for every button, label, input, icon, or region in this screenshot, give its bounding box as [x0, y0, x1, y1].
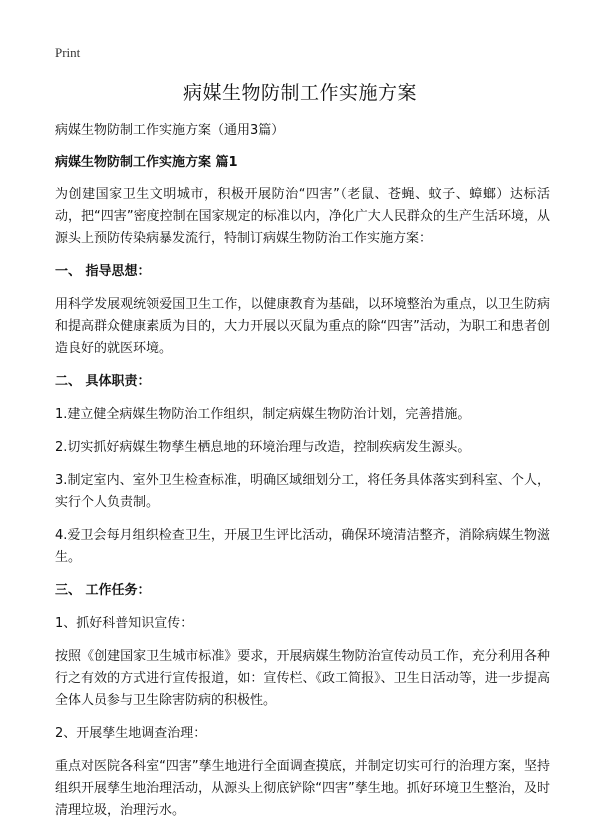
- task-body-breeding-sites: 重点对医院各科室“四害”孳生地进行全面调查摸底，并制定切实可行的治理方案，坚持组织开展孳生地治理活动，从源头上彻底铲除“四害”孳生地。抓好环境卫生整治，及时清理垃圾，治理污水。: [55, 759, 550, 818]
- task-body-publicity: 按照《创建国家卫生城市标准》要求，开展病媒生物防治宣传动员工作，充分利用各种行之有效的方式进行宣传报道，如：宣传栏、《政工简报》、卫生日活动等，进一步提高全体人员参与卫生除害防病的积极性。: [55, 649, 550, 708]
- task-heading-breeding-sites: 2、开展孳生地调查治理：: [55, 726, 207, 741]
- print-link[interactable]: Print: [55, 45, 81, 60]
- responsibility-item: 4.爱卫会每月组织检查卫生，开展卫生评比活动，确保环境清洁整齐，消除病媒生物滋生。: [55, 528, 550, 565]
- document-subtitle: 病媒生物防制工作实施方案（通用3篇）: [55, 123, 285, 138]
- page-title: 病媒生物防制工作实施方案: [182, 82, 417, 104]
- responsibility-item: 1.建立健全病媒生物防治工作组织，制定病媒生物防治计划，完善措施。: [55, 407, 471, 422]
- section-heading-tasks: 三、 工作任务：: [55, 583, 151, 598]
- responsibility-item: 2.切实抓好病媒生物孳生栖息地的环境治理与改造，控制疾病发生源头。: [55, 440, 471, 455]
- section-heading-guiding-ideology: 一、 指导思想：: [55, 264, 151, 279]
- section-heading-responsibilities: 二、 具体职责：: [55, 374, 151, 389]
- section-body-guiding-ideology: 用科学发展观统领爱国卫生工作，以健康教育为基础，以环境整治为重点，以卫生防病和提高群众健康素质为目的，大力开展以灭鼠为重点的除“四害”活动，为职工和患者创造良好的就医环境。: [55, 297, 550, 356]
- responsibility-item: 3.制定室内、室外卫生检查标准，明确区域细划分工，将任务具体落实到科室、个人，实行个人负责制。: [55, 473, 550, 510]
- task-heading-publicity: 1、抓好科普知识宣传：: [55, 616, 194, 631]
- intro-paragraph: 为创建国家卫生文明城市，积极开展防治“四害”（老鼠、苍蝇、蚊子、蟑螂）达标活动，把“四害”密度控制在国家规定的标准以内，净化广大人民群众的生产生活环境，从源头上预防传染病暴发流行，特制订病媒生物防治工作实施方案：: [55, 187, 550, 246]
- document-body: [55, 120, 550, 833]
- chapter-title: 病媒生物防制工作实施方案 篇1: [55, 155, 238, 170]
